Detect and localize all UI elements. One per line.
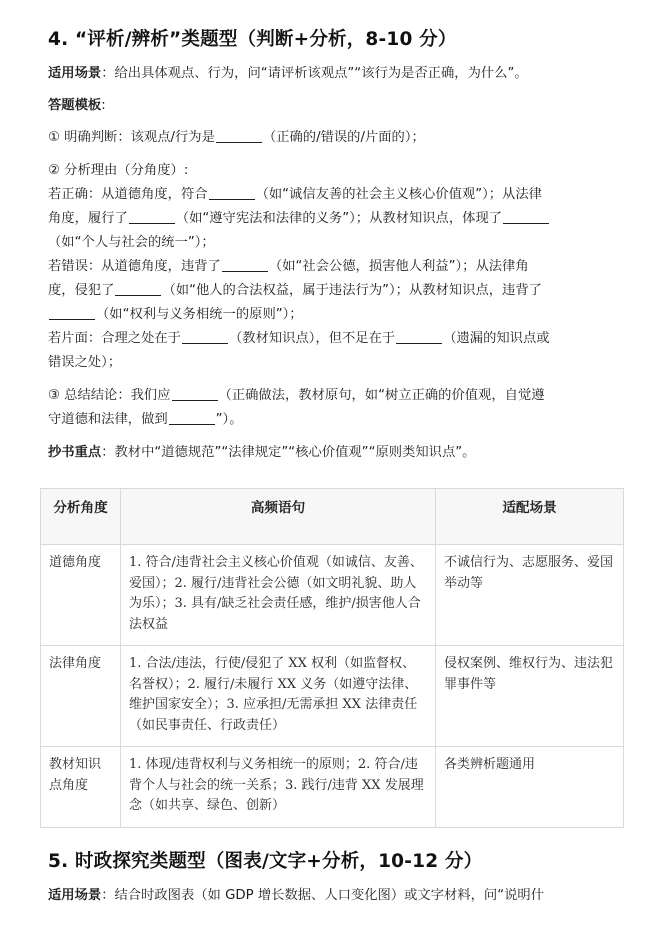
fill-blank: [182, 342, 228, 344]
wrong-line-1: [48, 255, 529, 279]
fill-blank: [115, 294, 161, 296]
partial-l1-a: 若片面：合理之处在于: [48, 331, 181, 346]
correct-line-3: （如“个人与社会的统一”）；: [48, 235, 215, 250]
fill-blank: [209, 198, 255, 200]
header-angle: 分析角度: [41, 489, 121, 545]
correct-l1-a: 若正确：从道德角度，符合: [48, 187, 208, 202]
wrong-l1-b: （如“社会公德，损害他人利益”）；从法律角: [268, 259, 529, 274]
step2-heading: ② 分析理由（分角度）:: [48, 163, 189, 178]
fill-blank: [49, 318, 95, 320]
scene-label: 适用场景: [48, 66, 102, 81]
wrong-l1-a: 若错误：从道德角度，违背了: [48, 259, 221, 274]
fill-blank: [216, 141, 262, 143]
fill-blank: [396, 342, 442, 344]
fill-blank: [129, 222, 175, 224]
table-row: [41, 646, 624, 747]
notes-line: [48, 441, 475, 465]
section-5-title: 5. 时政探究类题型（图表/文字+分析，10-12 分）: [48, 851, 483, 872]
fill-blank: [172, 399, 218, 401]
correct-l2-b: （如“遵守宪法和法律的义务”）；从教材知识点，体现了: [175, 211, 503, 226]
notes-text: ：教材中“道德规范”“法律规定”“核心价值观”“原则类知识点”。: [101, 445, 476, 460]
header-scenes: 适配场景: [436, 489, 624, 545]
cell-phrases: 1. 体现/违背权利与义务相统一的原则；2. 符合/违背个人与社会的统一关系；3. 践行/违背 XX 发展理念（如共享、绿色、创新）: [121, 747, 436, 828]
wrong-line-2: [48, 279, 542, 303]
cell-scenes: 不诚信行为、志愿服务、爱国举动等: [436, 545, 624, 646]
cell-phrases: 1. 符合/违背社会主义核心价值观（如诚信、友善、爱国）；2. 履行/违背社会公德（如文明礼貌、助人为乐）；3. 具有/缺乏社会责任感，维护/损害他人合法权益: [121, 545, 436, 646]
table-row: [41, 747, 624, 828]
section-4-title: 4. “评析/辨析”类题型（判断+分析，8-10 分）: [48, 29, 457, 50]
fill-blank: [222, 270, 268, 272]
correct-line-2: [48, 207, 550, 231]
step3-l2-a: 守道德和法律，做到: [48, 412, 168, 427]
partial-line-2: 错误之处）；: [48, 355, 122, 370]
template-heading: [48, 94, 106, 118]
partial-l1-c: （遗漏的知识点或: [443, 331, 550, 346]
table-header-row: [41, 489, 624, 545]
table-row: [41, 545, 624, 646]
step3-line-2: [48, 408, 243, 432]
correct-l2-a: 角度，履行了: [48, 211, 128, 226]
step3-l2-b: ”）。: [215, 412, 243, 427]
wrong-l2-a: 度，侵犯了: [48, 283, 115, 298]
cell-scenes: 侵权案例、维权行为、违法犯罪事件等: [436, 646, 624, 747]
wrong-l3: （如“权利与义务相统一的原则”）；: [96, 307, 303, 322]
partial-l1-b: （教材知识点），但不足在于: [228, 331, 396, 346]
section-5-scene-label: 适用场景: [48, 888, 102, 903]
step3-line-1: [48, 384, 545, 408]
scene-line: [48, 62, 528, 86]
cell-angle: 教材知识点角度: [41, 747, 121, 828]
section-5-scene-line: [48, 884, 544, 908]
correct-line-1: [48, 183, 542, 207]
step1-post: （正确的/错误的/片面的）；: [262, 130, 425, 145]
partial-line-1: [48, 327, 550, 351]
step3-l1-b: （正确做法，教材原句，如“树立正确的价值观，自觉遵: [218, 388, 545, 403]
header-phrases: 高频语句: [121, 489, 436, 545]
cell-scenes: 各类辨析题通用: [436, 747, 624, 828]
cell-phrases: 1. 合法/违法，行使/侵犯了 XX 权利（如监督权、名誉权）；2. 履行/未履行 XX 义务（如遵守法律、维护国家安全）；3. 应承担/无需承担 XX 法律责任（如民事责任、行政责任）: [121, 646, 436, 747]
template-label: 答题模板: [48, 98, 102, 113]
cell-angle: 道德角度: [41, 545, 121, 646]
fill-blank: [169, 423, 215, 425]
fill-blank: [503, 222, 549, 224]
notes-label: 抄书重点: [48, 445, 102, 460]
section-5-scene-text: ：结合时政图表（如 GDP 增长数据、人口变化图）或文字材料，问“说明什: [101, 888, 544, 903]
wrong-line-3: [48, 303, 303, 327]
cell-angle: 法律角度: [41, 646, 121, 747]
template-colon: :: [101, 98, 106, 113]
step3-l1-a: ③ 总结结论：我们应: [48, 388, 171, 403]
analysis-table: [40, 488, 624, 828]
step1-pre: ① 明确判断：该观点/行为是: [48, 130, 215, 145]
step1-line: [48, 126, 425, 150]
correct-l1-b: （如“诚信友善的社会主义核心价值观”）；从法律: [255, 187, 542, 202]
wrong-l2-b: （如“他人的合法权益，属于违法行为”）；从教材知识点，违背了: [162, 283, 542, 298]
scene-text: ：给出具体观点、行为，问“请评析该观点”“该行为是否正确，为什么”。: [101, 66, 528, 81]
